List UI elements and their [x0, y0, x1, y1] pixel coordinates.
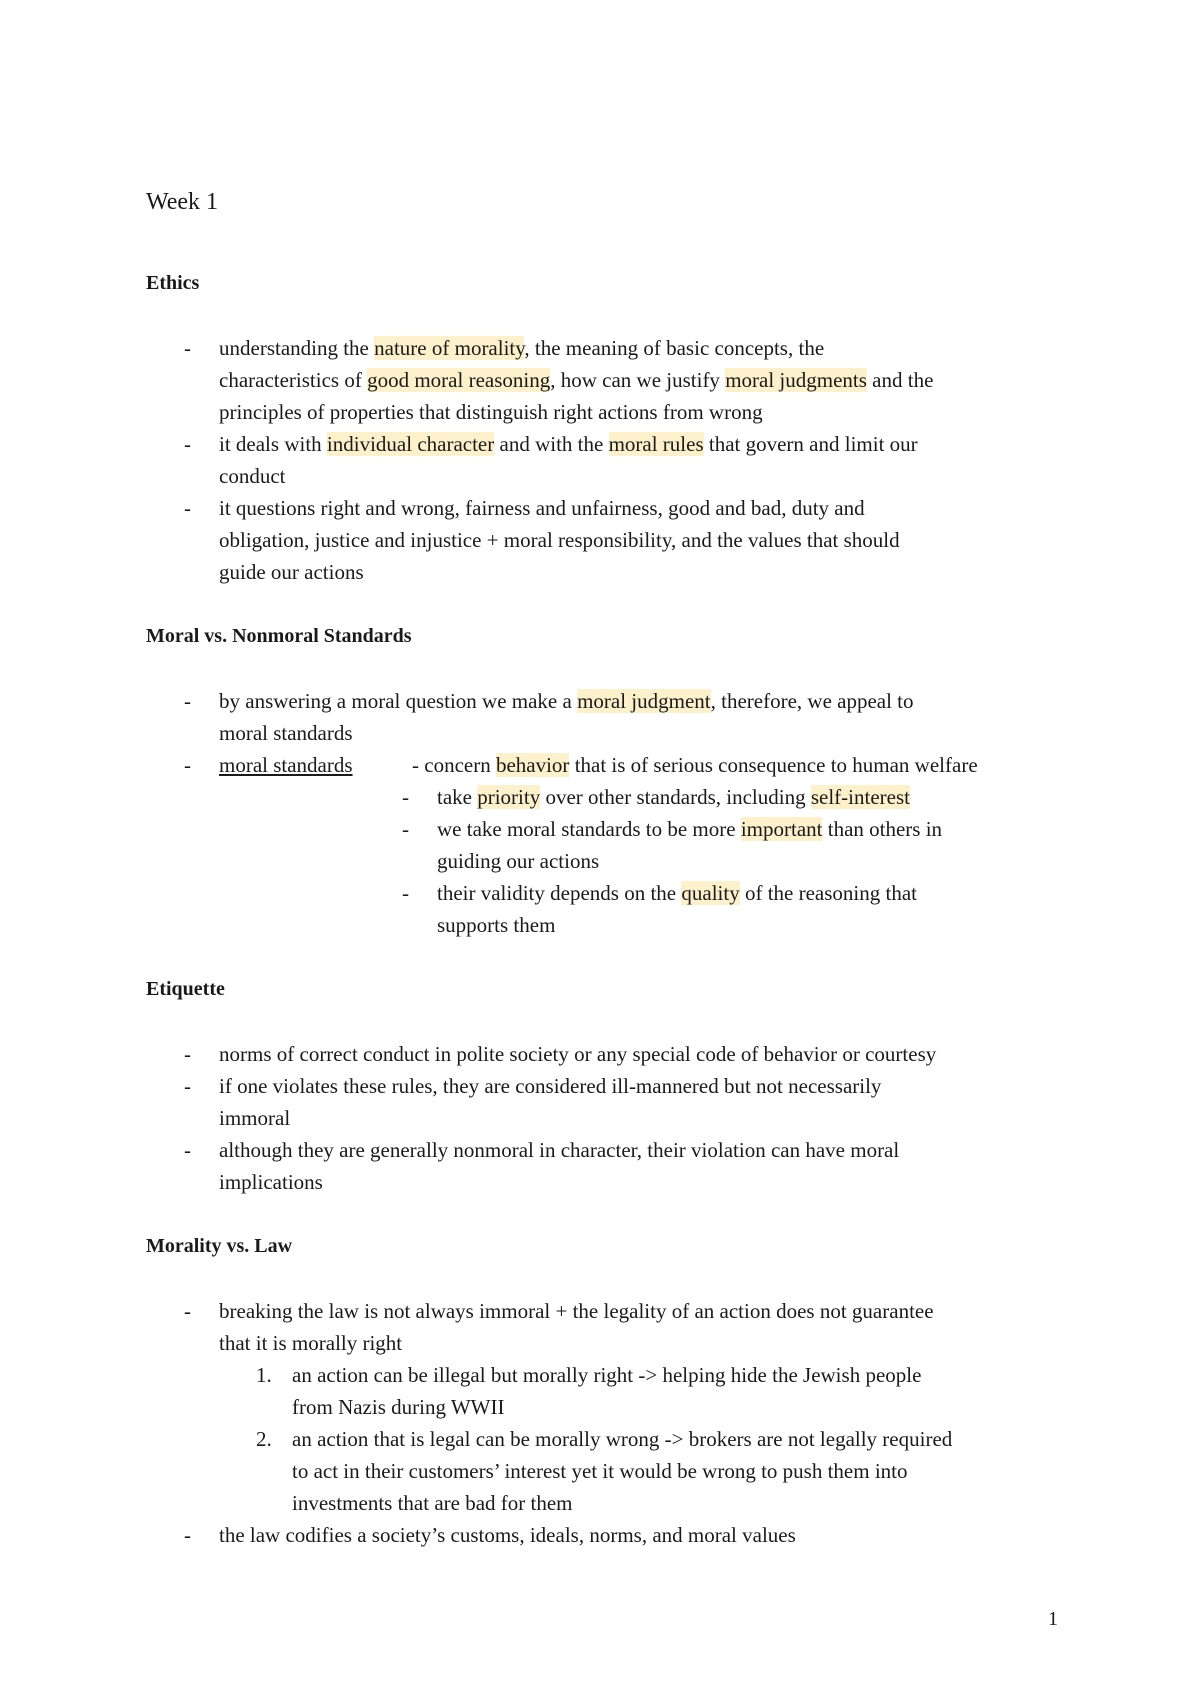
highlight: individual character	[326, 432, 495, 456]
highlight: moral judgments	[725, 368, 867, 392]
law-numbered-2-line-3: investments that are bad for them	[292, 1491, 573, 1515]
bullet-dash: -	[184, 1042, 191, 1066]
highlight: nature of morality	[374, 336, 525, 360]
bullet-dash: -	[184, 689, 191, 713]
moral-standards-first-point: - concern behavior that is of serious consequence to human welfare	[412, 753, 978, 777]
list-number: 1.	[256, 1363, 272, 1387]
moral-sub-3-line-1: their validity depends on the quality of the reasoning that	[437, 881, 917, 905]
ethics-bullet-1-line-1: understanding the nature of morality, the meaning of basic concepts, the	[219, 336, 825, 360]
law-bullet-2: the law codifies a society’s customs, ideals, norms, and moral values	[219, 1523, 796, 1547]
bullet-dash: -	[402, 785, 409, 809]
etiquette-bullet-3-line-1: although they are generally nonmoral in character, their violation can have moral	[219, 1138, 900, 1162]
moral-sub-3-line-2: supports them	[437, 913, 556, 937]
law-numbered-2-line-2: to act in their customers’ interest yet it would be wrong to push them into	[292, 1459, 908, 1483]
bullet-dash: -	[184, 1074, 191, 1098]
ethics-bullet-1-line-2: characteristics of good moral reasoning, how can we justify moral judgments and the	[219, 368, 934, 392]
etiquette-bullet-1: norms of correct conduct in polite society or any special code of behavior or courtesy	[219, 1042, 937, 1066]
bullet-dash: -	[184, 336, 191, 360]
bullet-dash: -	[184, 432, 191, 456]
section-heading-moral-vs-nonmoral: Moral vs. Nonmoral Standards	[146, 625, 412, 647]
law-numbered-1-line-2: from Nazis during WWII	[292, 1395, 505, 1419]
bullet-dash: -	[402, 881, 409, 905]
moral-bullet-1-line-2: moral standards	[219, 721, 353, 745]
highlight: important	[740, 817, 823, 841]
etiquette-bullet-3-line-2: implications	[219, 1170, 323, 1194]
ethics-bullet-3-line-3: guide our actions	[219, 560, 364, 584]
bullet-dash: -	[184, 1138, 191, 1162]
bullet-dash: -	[184, 1299, 191, 1323]
highlight: priority	[477, 785, 541, 809]
highlight: good moral reasoning	[367, 368, 551, 392]
etiquette-bullet-2-line-1: if one violates these rules, they are considered ill-mannered but not necessarily	[219, 1074, 882, 1098]
bullet-dash: -	[184, 1523, 191, 1547]
law-bullet-1-line-1: breaking the law is not always immoral + the legality of an action does not guarantee	[219, 1299, 934, 1323]
ethics-bullet-2-line-2: conduct	[219, 464, 286, 488]
bullet-dash: -	[184, 753, 191, 777]
moral-bullet-1-line-1: by answering a moral question we make a moral judgment, therefore, we appeal to	[219, 689, 914, 713]
ethics-bullet-3-line-1: it questions right and wrong, fairness and unfairness, good and bad, duty and	[219, 496, 865, 520]
ethics-bullet-2-line-1: it deals with individual character and with the moral rules that govern and limit our	[219, 432, 918, 456]
ethics-bullet-3-line-2: obligation, justice and injustice + moral responsibility, and the values that should	[219, 528, 900, 552]
section-heading-morality-vs-law: Morality vs. Law	[146, 1235, 293, 1257]
law-numbered-1-line-1: an action can be illegal but morally right -> helping hide the Jewish people	[292, 1363, 922, 1387]
moral-sub-1: take priority over other standards, including self-interest	[437, 785, 910, 809]
etiquette-bullet-2-line-2: immoral	[219, 1106, 291, 1130]
highlight: moral judgment	[577, 689, 711, 713]
highlight: quality	[681, 881, 740, 905]
ethics-bullet-1-line-3: principles of properties that distinguish right actions from wrong	[219, 400, 763, 424]
bullet-dash: -	[402, 817, 409, 841]
law-numbered-2-line-1: an action that is legal can be morally wrong -> brokers are not legally required	[292, 1427, 953, 1451]
law-bullet-1-line-2: that it is morally right	[219, 1331, 403, 1355]
moral-sub-2-line-1: we take moral standards to be more important than others in	[437, 817, 943, 841]
moral-standards-term: moral standards	[219, 753, 353, 777]
page-title: Week 1	[146, 189, 219, 215]
list-number: 2.	[256, 1427, 272, 1451]
page-number: 1	[1048, 1608, 1058, 1630]
highlight: self-interest	[810, 785, 910, 809]
bullet-dash: -	[184, 496, 191, 520]
highlight: moral rules	[608, 432, 704, 456]
moral-sub-2-line-2: guiding our actions	[437, 849, 600, 873]
section-heading-etiquette: Etiquette	[146, 978, 225, 1000]
section-heading-ethics: Ethics	[146, 272, 200, 294]
highlight: behavior	[495, 753, 570, 777]
